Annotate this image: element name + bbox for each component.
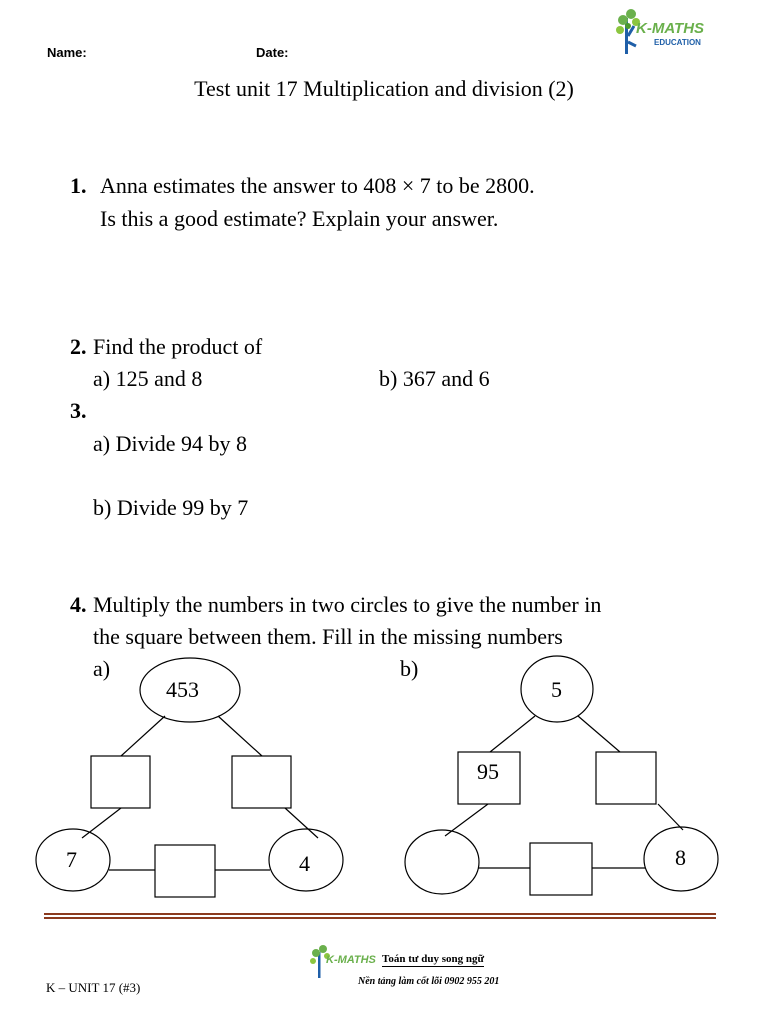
b-left-square-value: 95 xyxy=(477,759,499,784)
footer-slogan-1: Toán tư duy song ngữ xyxy=(382,953,485,965)
q3-part-a: a) Divide 94 by 8 xyxy=(93,431,247,456)
q4-line2: the square between them. Fill in the missing numbers xyxy=(93,624,563,649)
footer-logo xyxy=(308,944,528,992)
footer-logo-brand: K-MATHS xyxy=(326,954,376,966)
a-connector-left xyxy=(82,808,121,838)
a-top-circle-value: 453 xyxy=(166,677,199,702)
name-label: Name: xyxy=(47,45,87,60)
q1-line2: Is this a good estimate? Explain your answer. xyxy=(100,206,499,231)
a-connector-top-left xyxy=(121,716,165,756)
footer-code: K – UNIT 17 (#3) xyxy=(46,980,141,995)
b-bottom-square[interactable] xyxy=(530,843,592,895)
footer-slogan-2: Nền tảng làm cốt lõi 0902 955 201 xyxy=(358,976,500,987)
a-connector-right xyxy=(285,808,318,838)
a-left-circle-value: 7 xyxy=(66,847,77,872)
logo-sub-text: EDUCATION xyxy=(654,38,701,47)
footer-rule-bottom xyxy=(44,917,716,919)
q4-diagram-a-label: a) xyxy=(93,656,111,681)
q2-part-b: b) 367 and 6 xyxy=(379,366,490,391)
q3-part-b: b) Divide 99 by 7 xyxy=(93,495,249,520)
q1-number: 1. xyxy=(70,173,87,198)
b-right-circle-value: 8 xyxy=(675,845,686,870)
page-title: Test unit 17 Multiplication and division (2) xyxy=(194,76,574,101)
b-left-circle[interactable] xyxy=(405,830,479,894)
a-right-square[interactable] xyxy=(232,756,291,808)
q4-number: 4. xyxy=(70,592,87,617)
q4-line1: Multiply the numbers in two circles to give the number in xyxy=(93,592,602,617)
b-right-square[interactable] xyxy=(596,752,656,804)
b-top-circle-value: 5 xyxy=(551,677,562,702)
footer-rule-top xyxy=(44,913,716,915)
date-label: Date: xyxy=(256,45,289,60)
b-connector-top-right xyxy=(578,716,620,752)
b-connector-top-left xyxy=(490,716,535,752)
b-connector-right xyxy=(658,804,683,830)
logo-brand-text: K-MATHS xyxy=(636,20,705,37)
q1-line1: Anna estimates the answer to 408 × 7 to be 2800. xyxy=(100,173,535,198)
a-connector-top-right xyxy=(218,716,262,756)
a-left-square[interactable] xyxy=(91,756,150,808)
q2-text: Find the product of xyxy=(93,334,263,359)
q2-number: 2. xyxy=(70,334,87,359)
q3-number: 3. xyxy=(70,398,87,423)
a-right-circle-value: 4 xyxy=(299,851,310,876)
q4-diagram-b-label: b) xyxy=(400,656,419,681)
a-bottom-square[interactable] xyxy=(155,845,215,897)
q2-part-a: a) 125 and 8 xyxy=(93,366,203,391)
